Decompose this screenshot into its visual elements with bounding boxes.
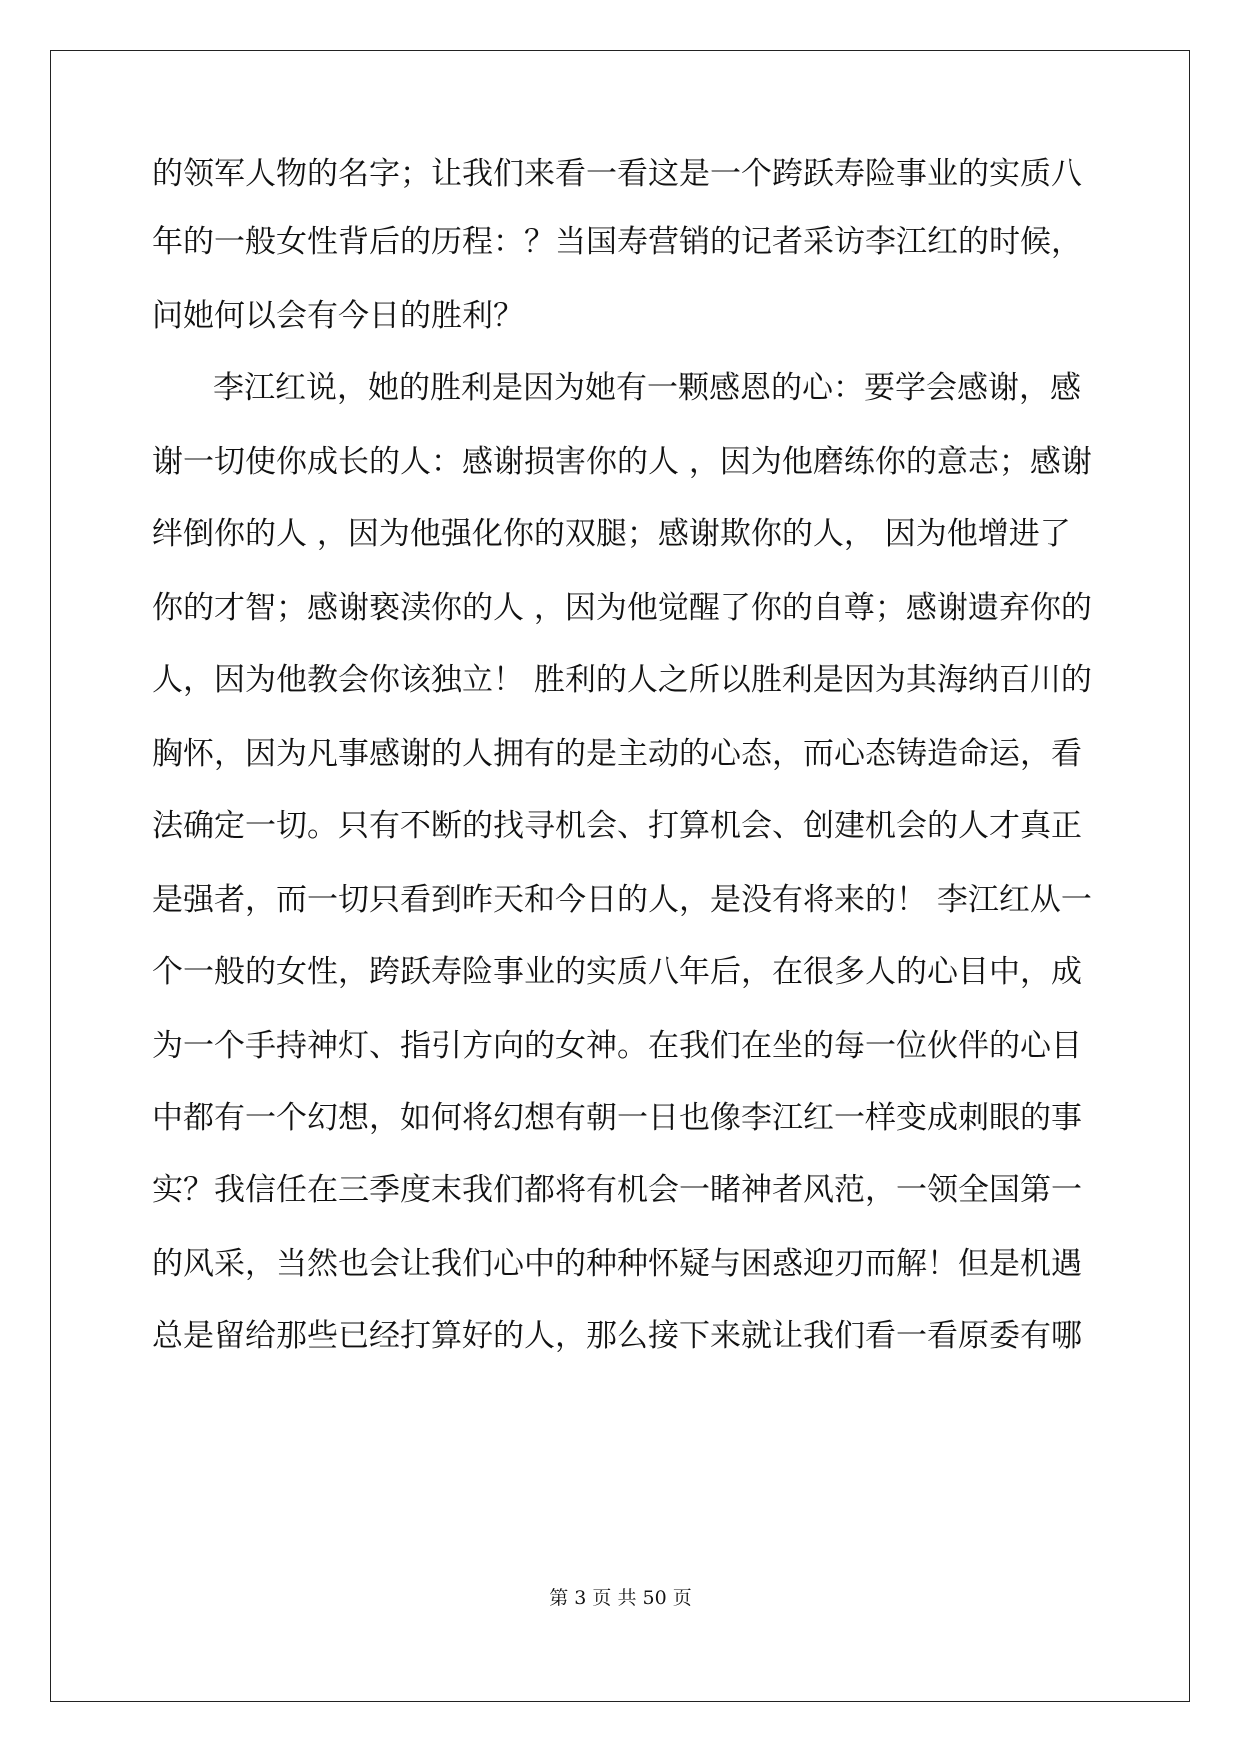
text-line: 胸怀，因为凡事感谢的人拥有的是主动的心态，而心态铸造命运，看	[152, 736, 1082, 772]
text-line: 谢一切使你成长的人：感谢损害你的人 ，因为他磨练你的意志；感谢	[152, 444, 1092, 480]
text-line: 个一般的女性，跨跃寿险事业的实质八年后，在很多人的心目中，成	[152, 954, 1082, 990]
text-line: 实？我信任在三季度末我们都将有机会一睹神者风范，一领全国第一	[152, 1172, 1082, 1208]
text-line: 的风采，当然也会让我们心中的种种怀疑与困惑迎刃而解！但是机遇	[152, 1246, 1082, 1282]
text-line: 的领军人物的名字；让我们来看一看这是一个跨跃寿险事业的实质八	[152, 156, 1082, 192]
text-line: 中都有一个幻想，如何将幻想有朝一日也像李江红一样变成刺眼的事	[152, 1100, 1082, 1136]
text-line: 绊倒你的人 ，因为他强化你的双腿；感谢欺你的人， 因为他增进了	[152, 516, 1071, 552]
text-line: 总是留给那些已经打算好的人，那么接下来就让我们看一看原委有哪	[152, 1318, 1082, 1354]
text-line: 法确定一切。只有不断的找寻机会、打算机会、创建机会的人才真正	[152, 808, 1082, 844]
text-line: 问她何以会有今日的胜利？	[152, 298, 524, 334]
page-number-footer: 第 3 页 共 50 页	[549, 1587, 692, 1609]
text-line: 为一个手持神灯、指引方向的女神。在我们在坐的每一位伙伴的心目	[152, 1028, 1082, 1064]
text-line: 人，因为他教会你该独立！ 胜利的人之所以胜利是因为其海纳百川的	[152, 662, 1092, 698]
text-line: 你的才智；感谢亵渎你的人 ，因为他觉醒了你的自尊；感谢遗弃你的	[152, 590, 1092, 626]
text-line: 是强者，而一切只看到昨天和今日的人，是没有将来的！ 李江红从一	[152, 882, 1092, 918]
text-line: 年的一般女性背后的历程：？当国寿营销的记者采访李江红的时候，	[152, 224, 1082, 260]
paragraph-start-line: 李江红说，她的胜利是因为她有一颗感恩的心：要学会感谢，感	[213, 370, 1081, 406]
